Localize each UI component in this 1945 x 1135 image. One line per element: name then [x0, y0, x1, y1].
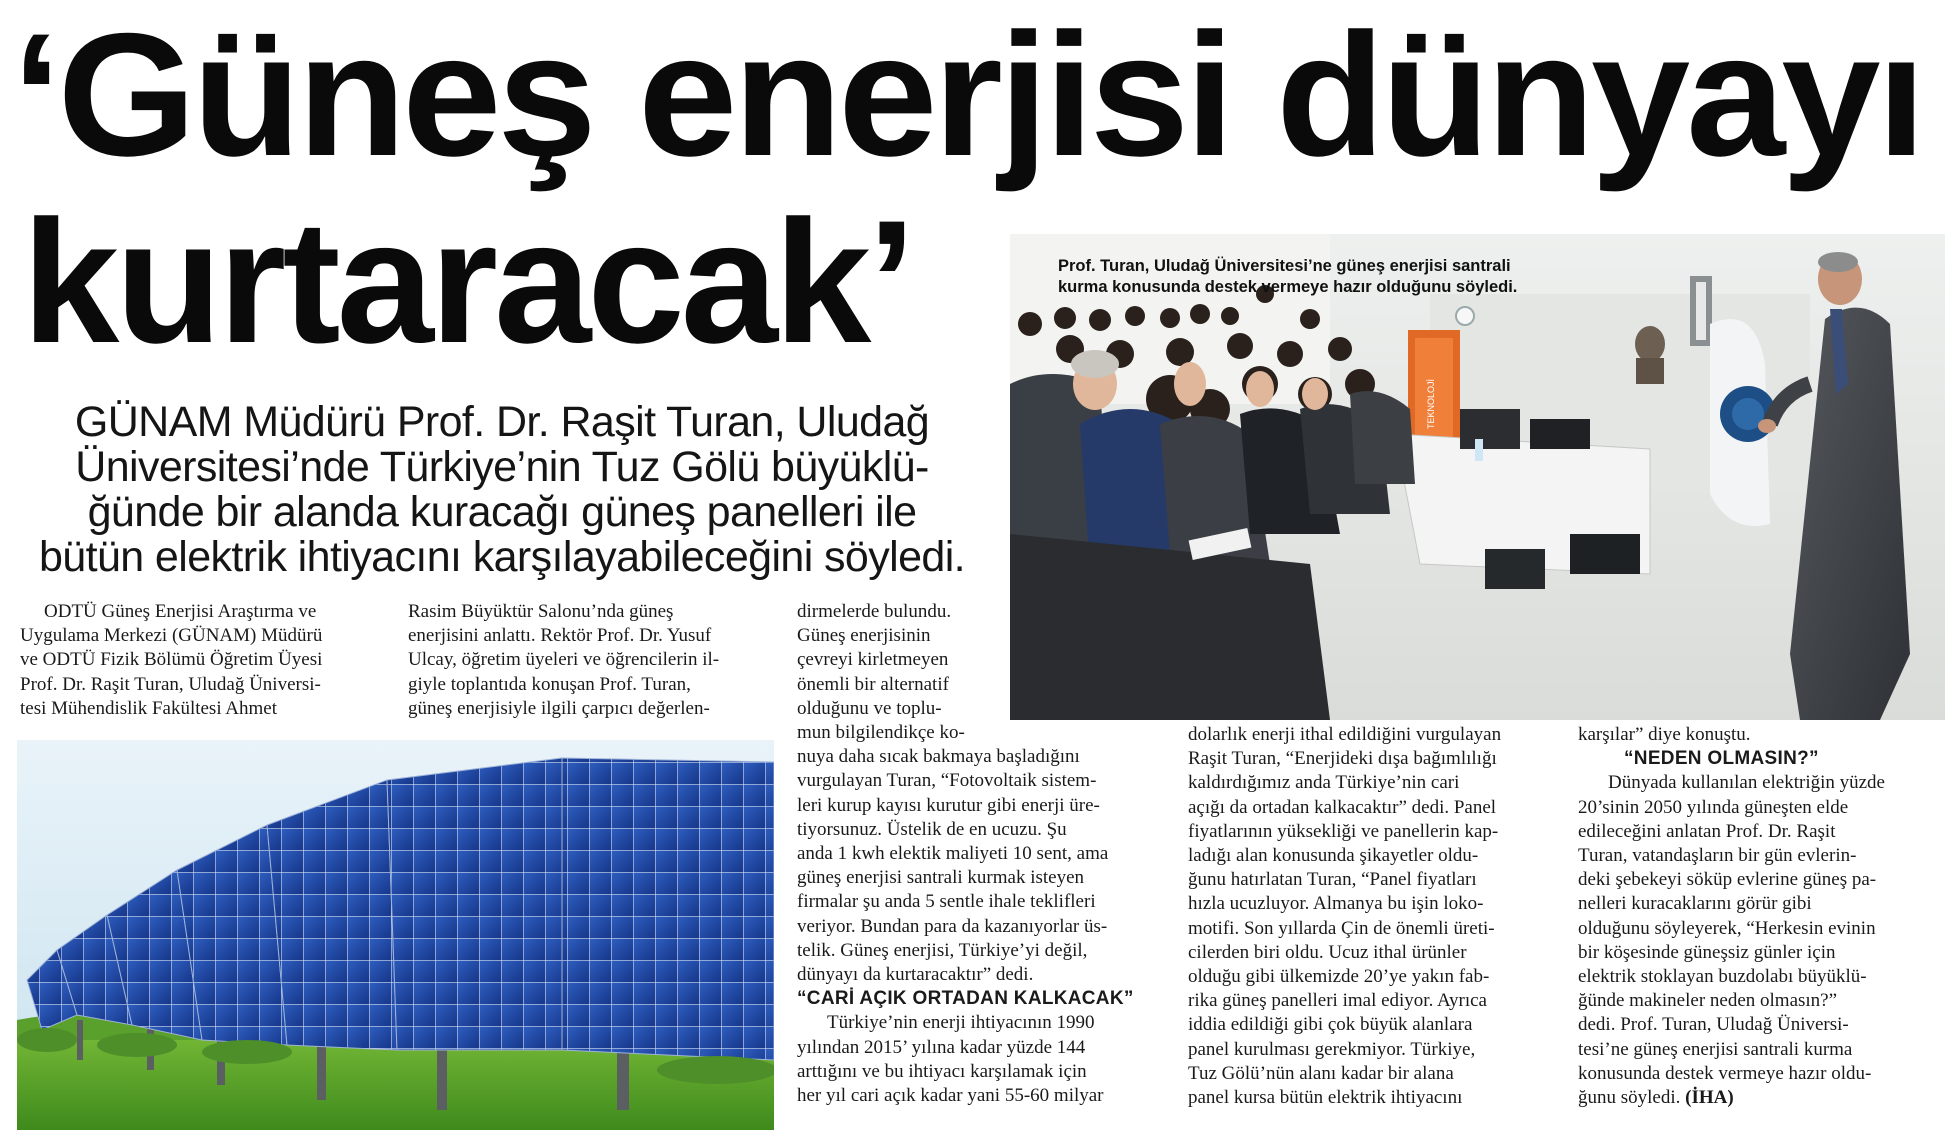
text-line: olduğunu ve toplu-	[797, 697, 942, 719]
text-line: olduğu gibi ülkemizde 20’ye yakın fab-	[1188, 966, 1490, 988]
text-line: anda 1 kwh elektik maliyeti 10 sent, ama	[797, 843, 1109, 865]
text-line: panel kursa bütün elektrik ihtiyacını	[1188, 1087, 1463, 1109]
article-column-2	[408, 600, 768, 721]
text-line: önemli bir alternatif	[797, 673, 949, 695]
text-line: ğunu hatırlatan Turan, “Panel fiyatları	[1188, 869, 1477, 891]
text-line: bir köşesinde güneşsiz günler için	[1578, 941, 1836, 963]
text-line: ve ODTÜ Fizik Bölümü Öğretim Üyesi	[20, 649, 323, 671]
article-deck	[22, 400, 982, 580]
text-line: yılından 2015’ yılına kadar yüzde 144	[797, 1036, 1086, 1058]
text-line: ODTÜ Güneş Enerjisi Araştırma ve	[44, 601, 317, 622]
text-line: çevreyi kirletmeyen	[797, 649, 949, 671]
news-agency-credit: (İHA)	[1685, 1087, 1734, 1109]
text-line: tesi’ne güneş enerjisi santrali kurma	[1578, 1038, 1853, 1060]
article-column-3	[797, 600, 1177, 1108]
text-line: Raşit Turan, “Enerjideki dışa bağımlılığı	[1188, 748, 1497, 770]
text-line: motifi. Son yıllarda Çin de önemli üreti-	[1188, 917, 1495, 939]
text-line: Turan, vatandaşların bir gün evlerin-	[1578, 845, 1857, 867]
text-line: konusunda destek vermeye hazır oldu-	[1578, 1062, 1872, 1084]
caption-line: Prof. Turan, Uludağ Üniversitesi’ne güneş enerjisi santrali	[1058, 257, 1511, 275]
text-line: leri kurup kayısı kurutur gibi enerji üre-	[797, 794, 1100, 816]
text-line: ğünde makineler neden olmasın?”	[1578, 990, 1838, 1012]
text-line: kaldırdığımız anda Türkiye’nin cari	[1188, 772, 1460, 794]
text-line: enerjisini anlattı. Rektör Prof. Dr. Yusuf	[408, 625, 712, 647]
text-line: dolarlık enerji ithal edildiğini vurgulayan	[1188, 724, 1502, 745]
text-line: dedi. Prof. Turan, Uludağ Üniversi-	[1578, 1014, 1849, 1036]
text-line: fiyatlarının yüksekliği ve panellerin kap-	[1188, 820, 1499, 842]
text-line: güneş enerjisiyle ilgili çarpıcı değerlen-	[408, 697, 710, 719]
text-line: Rasim Büyüktür Salonu’nda güneş	[408, 601, 674, 622]
text-line: Dünyada kullanılan elektriğin yüzde	[1608, 772, 1885, 794]
text-line: ladığı alan konusunda şikayetler oldu-	[1188, 845, 1479, 867]
text-line: edileceğini anlatan Prof. Dr. Raşit	[1578, 820, 1836, 842]
section-subhead: “NEDEN OLMASIN?”	[1624, 748, 1819, 770]
text-line-last: ğunu söyledi.	[1578, 1087, 1681, 1109]
text-line: rika güneş panelleri imal ediyor. Ayrıca	[1188, 990, 1487, 1012]
text-line: telik. Güneş enerjisi, Türkiye’yi değil,	[797, 939, 1088, 961]
deck-line: ğünde bir alanda kuracağı güneş panelleri ile	[87, 488, 917, 536]
text-line: veriyor. Bundan para da kazanıyorlar üs-	[797, 915, 1108, 937]
text-line: nelleri kuracaklarını görür gibi	[1578, 893, 1812, 915]
text-line: deki şebekeyi söküp evlerine güneş pa-	[1578, 869, 1877, 891]
text-line	[1578, 1086, 1938, 1110]
text-line: panel kurulması gerekmiyor. Türkiye,	[1188, 1038, 1476, 1060]
text-line: Tuz Gölü’nün alanı kadar bir alana	[1188, 1062, 1454, 1084]
headline-line-1: ‘Güneş enerjisi dünyayı	[12, 0, 1923, 193]
text-line: Uygulama Merkezi (GÜNAM) Müdürü	[20, 625, 323, 647]
text-line: olduğunu söyleyerek, “Herkesin evinin	[1578, 917, 1876, 939]
text-line: cilerden biri oldu. Ucuz ithal ürünler	[1188, 941, 1467, 963]
text-line: karşılar” diye konuştu.	[1578, 724, 1751, 745]
deck-line: GÜNAM Müdürü Prof. Dr. Raşit Turan, Uludağ	[74, 398, 930, 446]
solar-panels-photo	[17, 740, 774, 1130]
article-column-1	[20, 600, 380, 721]
text-line: güneş enerjisi santrali kurmak isteyen	[797, 867, 1085, 889]
text-line: 20’sinin 2050 yılında güneşten elde	[1578, 796, 1849, 818]
photo-caption	[1058, 256, 1517, 298]
text-line: elektrik stoklayan buzdolabı büyüklü-	[1578, 966, 1867, 988]
text-line: tesi Mühendislik Fakültesi Ahmet	[20, 697, 278, 719]
headline-line-2: kurtaracak’	[22, 185, 912, 380]
banner-text: TEKNOLOJİ	[1426, 378, 1436, 430]
text-line: hızla ucuzluyor. Almanya bu işin loko-	[1188, 893, 1484, 915]
caption-line: kurma konusunda destek vermeye hazır olduğunu söyledi.	[1058, 278, 1518, 296]
text-line: firmalar şu anda 5 sentle ihale teklifleri	[797, 891, 1096, 913]
deck-line: Üniversitesi’nde Türkiye’nin Tuz Gölü büyüklü-	[75, 443, 929, 491]
text-line: Türkiye’nin enerji ihtiyacının 1990	[827, 1012, 1095, 1034]
section-subhead: “CARİ AÇIK ORTADAN KALKACAK”	[797, 988, 1134, 1010]
deck-line: bütün elektrik ihtiyacını karşılayabileceğini söyledi.	[38, 533, 966, 581]
text-line: giyle toplantıda konuşan Prof. Turan,	[408, 673, 691, 695]
text-line: nuya daha sıcak bakmaya başladığını	[797, 746, 1080, 768]
text-line: vurgulayan Turan, “Fotovoltaik sistem-	[797, 770, 1097, 792]
text-line: dünyayı da kurtaracaktır” dedi.	[797, 964, 1034, 986]
article-column-4	[1188, 723, 1568, 1110]
text-line: her yıl cari açık kadar yani 55-60 milyar	[797, 1085, 1104, 1107]
text-line: Ulcay, öğretim üyeleri ve öğrencilerin il-	[408, 649, 720, 671]
text-line: mun bilgilendikçe ko-	[797, 722, 965, 744]
text-line: Güneş enerjisinin	[797, 625, 931, 647]
text-line: açığı da ortadan kalkacaktır” dedi. Panel	[1188, 796, 1497, 818]
text-line: tiyorsunuz. Üstelik de en ucuzu. Şu	[797, 818, 1067, 840]
text-line: iddia edildiği gibi çok büyük alanlara	[1188, 1014, 1473, 1036]
text-line: arttığını ve bu ihtiyacı karşılamak için	[797, 1060, 1087, 1082]
text-line: Prof. Dr. Raşit Turan, Uludağ Üniversi-	[20, 673, 321, 695]
text-line: dirmelerde bulundu.	[797, 601, 952, 622]
article-column-5	[1578, 723, 1938, 1110]
